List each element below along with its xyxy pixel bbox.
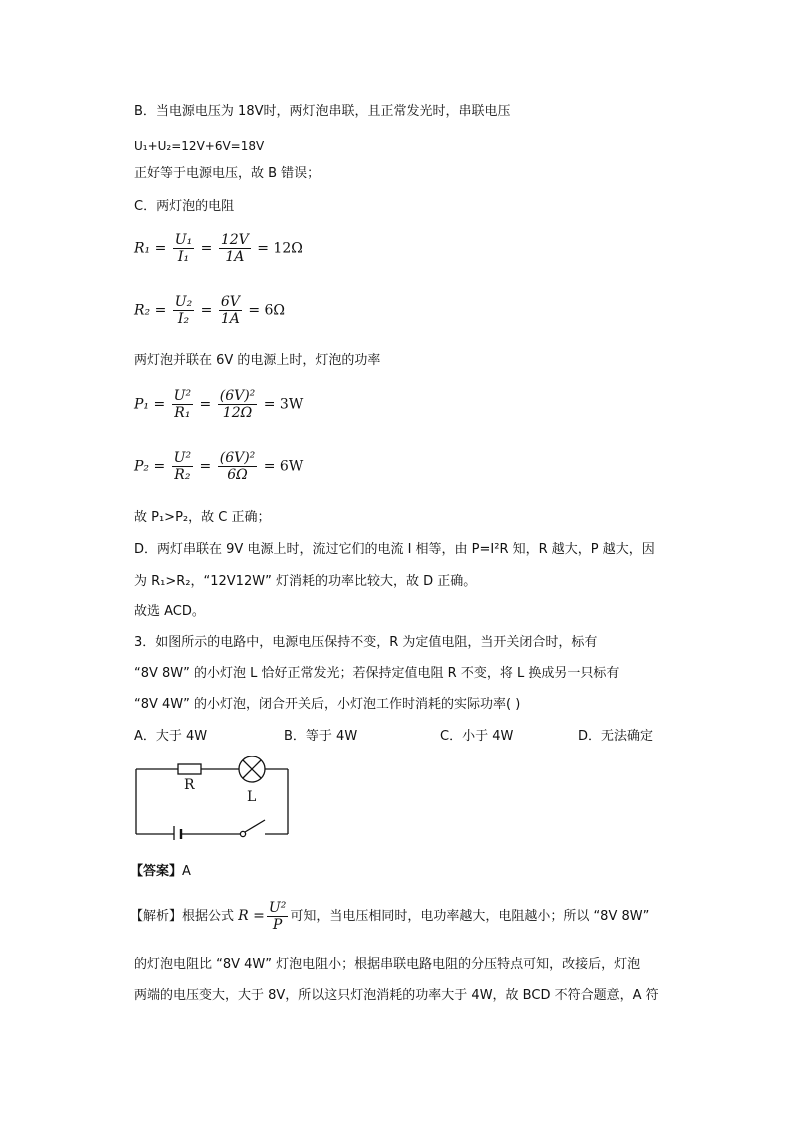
formula-p1 — [134, 388, 303, 421]
switch-blade — [245, 820, 265, 832]
formula-r2-frac1 — [173, 294, 194, 327]
text-line-b: B．当电源电压为 18V时，两灯泡串联，且正常发光时，串联电压 — [134, 104, 511, 119]
text-line-sum: U₁+U₂=12V+6V=18V — [134, 139, 265, 153]
formula-p2-result: = 6W — [263, 458, 304, 475]
explanation-line3: 两端的电压变大，大于 8V，所以这只灯泡消耗的功率大于 4W，故 BCD 不符合题意，A 符 — [134, 988, 659, 1003]
switch-contact-left — [240, 831, 245, 836]
formula-p1-num1: U² — [173, 388, 192, 404]
formula-p1-den1: R₁ — [174, 405, 191, 421]
explain-formula-num: U² — [268, 900, 287, 916]
text-line-conclusion-b: 正好等于电源电压，故 B 错误； — [134, 166, 321, 181]
question-3-line1: 3．如图所示的电路中，电源电压保持不变，R 为定值电阻，当开关闭合时，标有 — [134, 635, 598, 650]
formula-r2-den1: I₂ — [177, 311, 190, 327]
circuit-diagram — [134, 756, 294, 840]
formula-p1-num2: (6V)² — [219, 388, 256, 404]
explanation-line1 — [130, 900, 649, 933]
text-line-parallel: 两灯泡并联在 6V 的电源上时，灯泡的功率 — [134, 353, 381, 368]
formula-p1-frac2 — [218, 388, 258, 421]
formula-r1 — [134, 232, 303, 265]
formula-p2-lhs: P₂ = — [134, 458, 166, 475]
question-3-line2: “8V 8W” 的小灯泡 L 恰好正常发光；若保持定值电阻 R 不变，将 L 换成另一只标有 — [134, 666, 620, 681]
answer-tag: 【答案】 — [130, 864, 183, 879]
formula-p1-result: = 3W — [263, 396, 304, 413]
formula-p2-num1: U² — [173, 450, 192, 466]
answer-value: A — [182, 864, 191, 879]
text-line-d-cont: 为 R₁>R₂，“12V12W” 灯消耗的功率比较大，故 D 正确。 — [134, 574, 477, 589]
explain-line1-tail: 可知，当电压相同时，电功率越大，电阻越小；所以 “8V 8W” — [290, 909, 650, 924]
formula-p2-frac2 — [218, 450, 258, 483]
text-line-d: D．两灯串联在 9V 电源上时，流过它们的电流 I 相等，由 P=I²R 知，R 越大，P 越大，因 — [134, 542, 655, 557]
formula-p2-eq: = — [199, 458, 212, 475]
formula-p2-den2: 6Ω — [227, 467, 248, 483]
formula-r1-den1: I₁ — [177, 249, 190, 265]
option-d: D．无法确定 — [578, 729, 654, 744]
formula-r1-eq: = — [200, 240, 213, 257]
formula-r1-frac1 — [173, 232, 194, 265]
text-line-conclusion-c: 故 P₁>P₂，故 C 正确； — [134, 510, 271, 525]
formula-r1-frac2 — [219, 232, 251, 265]
formula-p2-den1: R₂ — [174, 467, 191, 483]
formula-r2-eq: = — [200, 302, 213, 319]
formula-r1-num2: 12V — [220, 232, 249, 248]
formula-p2 — [134, 450, 303, 483]
formula-r1-lhs: R₁ = — [134, 240, 167, 257]
resistor-label: R — [184, 777, 195, 793]
explain-formula-frac — [267, 900, 288, 933]
formula-r2-result: = 6Ω — [248, 302, 286, 319]
question-3-line3: “8V 4W” 的小灯泡，闭合开关后，小灯泡工作时消耗的实际功率( ) — [134, 697, 521, 712]
text-line-choice: 故选 ACD。 — [134, 604, 205, 619]
formula-r2-den2: 1A — [220, 311, 240, 327]
explain-tag: 【解析】根据公式 — [130, 909, 235, 924]
explain-formula-lhs: R = — [238, 908, 265, 924]
explain-formula-den: P — [272, 917, 283, 933]
formula-p1-den2: 12Ω — [222, 405, 253, 421]
formula-r2-frac2 — [219, 294, 242, 327]
explanation-line2: 的灯泡电阻比 “8V 4W” 灯泡电阻小；根据串联电路电阻的分压特点可知，改接后，灯泡 — [134, 957, 641, 972]
option-c: C．小于 4W — [440, 729, 514, 744]
formula-p1-eq: = — [199, 396, 212, 413]
formula-r2 — [134, 294, 285, 327]
formula-r2-lhs: R₂ = — [134, 302, 167, 319]
formula-p2-num2: (6V)² — [219, 450, 256, 466]
formula-r2-num2: 6V — [220, 294, 240, 310]
formula-p1-lhs: P₁ = — [134, 396, 166, 413]
resistor-r — [178, 764, 201, 774]
formula-r2-num1: U₂ — [174, 294, 193, 310]
lamp-label: L — [247, 789, 257, 805]
formula-r1-den2: 1A — [225, 249, 245, 265]
formula-p2-frac1 — [172, 450, 193, 483]
option-a: A．大于 4W — [134, 729, 208, 744]
text-line-c: C．两灯泡的电阻 — [134, 199, 235, 214]
formula-r1-result: = 12Ω — [257, 240, 303, 257]
formula-r1-num1: U₁ — [174, 232, 193, 248]
option-b: B．等于 4W — [284, 729, 358, 744]
answer-line — [130, 863, 191, 881]
formula-p1-frac1 — [172, 388, 193, 421]
